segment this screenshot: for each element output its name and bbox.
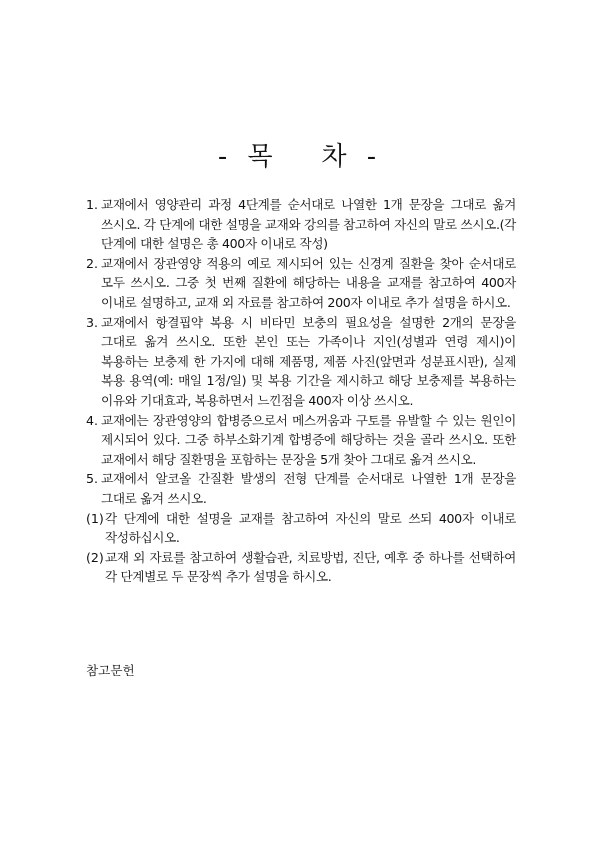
toc-item-text: 교재에서 영양관리 과정 4단계를 순서대로 나열한 1개 문장을 그대로 옮겨 쓰시오. 각 단계에 대한 설명을 교재와 강의를 참고하여 자신의 말로 쓰시오.(각 단계에 대한 설명은 총 400자 이내로 작성) (101, 197, 516, 252)
toc-subitem-1 (86, 509, 516, 548)
toc-item-number: 5. (86, 471, 99, 487)
toc-item-text: 교재에서 장관영양 적용의 예로 제시되어 있는 신경계 질환을 찾아 순서대로 모두 쓰시오. 그중 첫 번째 질환에 해당하는 내용을 교재를 참고하여 400자 이내로 설명하고, 교재 외 자료를 참고하여 200자 이내로 추가 설명을 하시오. (101, 255, 516, 310)
toc-item-number: 2. (86, 255, 99, 271)
references-heading: 참고문헌 (86, 663, 135, 678)
toc-item-4 (86, 411, 516, 470)
toc-item-2 (86, 254, 516, 313)
toc-subitem-text: 각 단계에 대한 설명을 교재를 참고하여 자신의 말로 쓰되 400자 이내로 작성하십시오. (105, 510, 516, 546)
toc-item-number: 1. (86, 197, 99, 212)
toc-subitem-2 (86, 548, 516, 587)
toc-item-text: 교재에는 장관영양의 합병증으로서 메스꺼움과 구토를 유발할 수 있는 원인이 제시되어 있다. 그중 하부소화기계 합병증에 해당하는 것을 골라 쓰시오. 또한 교재에서 해당 질환명을 포함하는 문장을 5개 찾아 그대로 옮겨 쓰시오. (101, 412, 516, 467)
toc-subitem-number: (2) (86, 549, 104, 565)
toc-subitem-number: (1) (86, 510, 104, 526)
toc-item-number: 4. (86, 412, 99, 428)
toc-item-5 (86, 469, 516, 508)
toc-subitem-text: 교재 외 자료를 참고하여 생활습관, 치료방법, 진단, 예후 중 하나를 선택하여 각 단계별로 두 문장씩 추가 설명을 하시오. (105, 549, 516, 585)
toc-item-1 (86, 195, 516, 254)
toc-item-number: 3. (86, 314, 99, 330)
toc-item-3 (86, 313, 516, 411)
toc-item-text: 교재에서 항결핍약 복용 시 비타민 보충의 필요성을 설명한 2개의 문장을 그대로 옮겨 쓰시오. 또한 본인 또는 가족이나 지인(성별과 연령 제시)이 복용하는 보충제 한 가지에 대해 제품명, 제품 사진(앞면과 성분표시판), 실제 복용 용역(예: 매일 1정/일) 및 복용 기간을 제시하고 해당 보충제를 복용하는 이유와 기대효과, 복용하면서 느낀점을 400자 이상 쓰시오. (101, 314, 516, 408)
toc-item-text: 교재에서 알코올 간질환 발생의 전형 단계를 순서대로 나열한 1개 문장을 그대로 옮겨 쓰시오. (101, 471, 516, 506)
toc-list (86, 195, 516, 587)
toc-title: - 목 차 - (217, 142, 383, 172)
